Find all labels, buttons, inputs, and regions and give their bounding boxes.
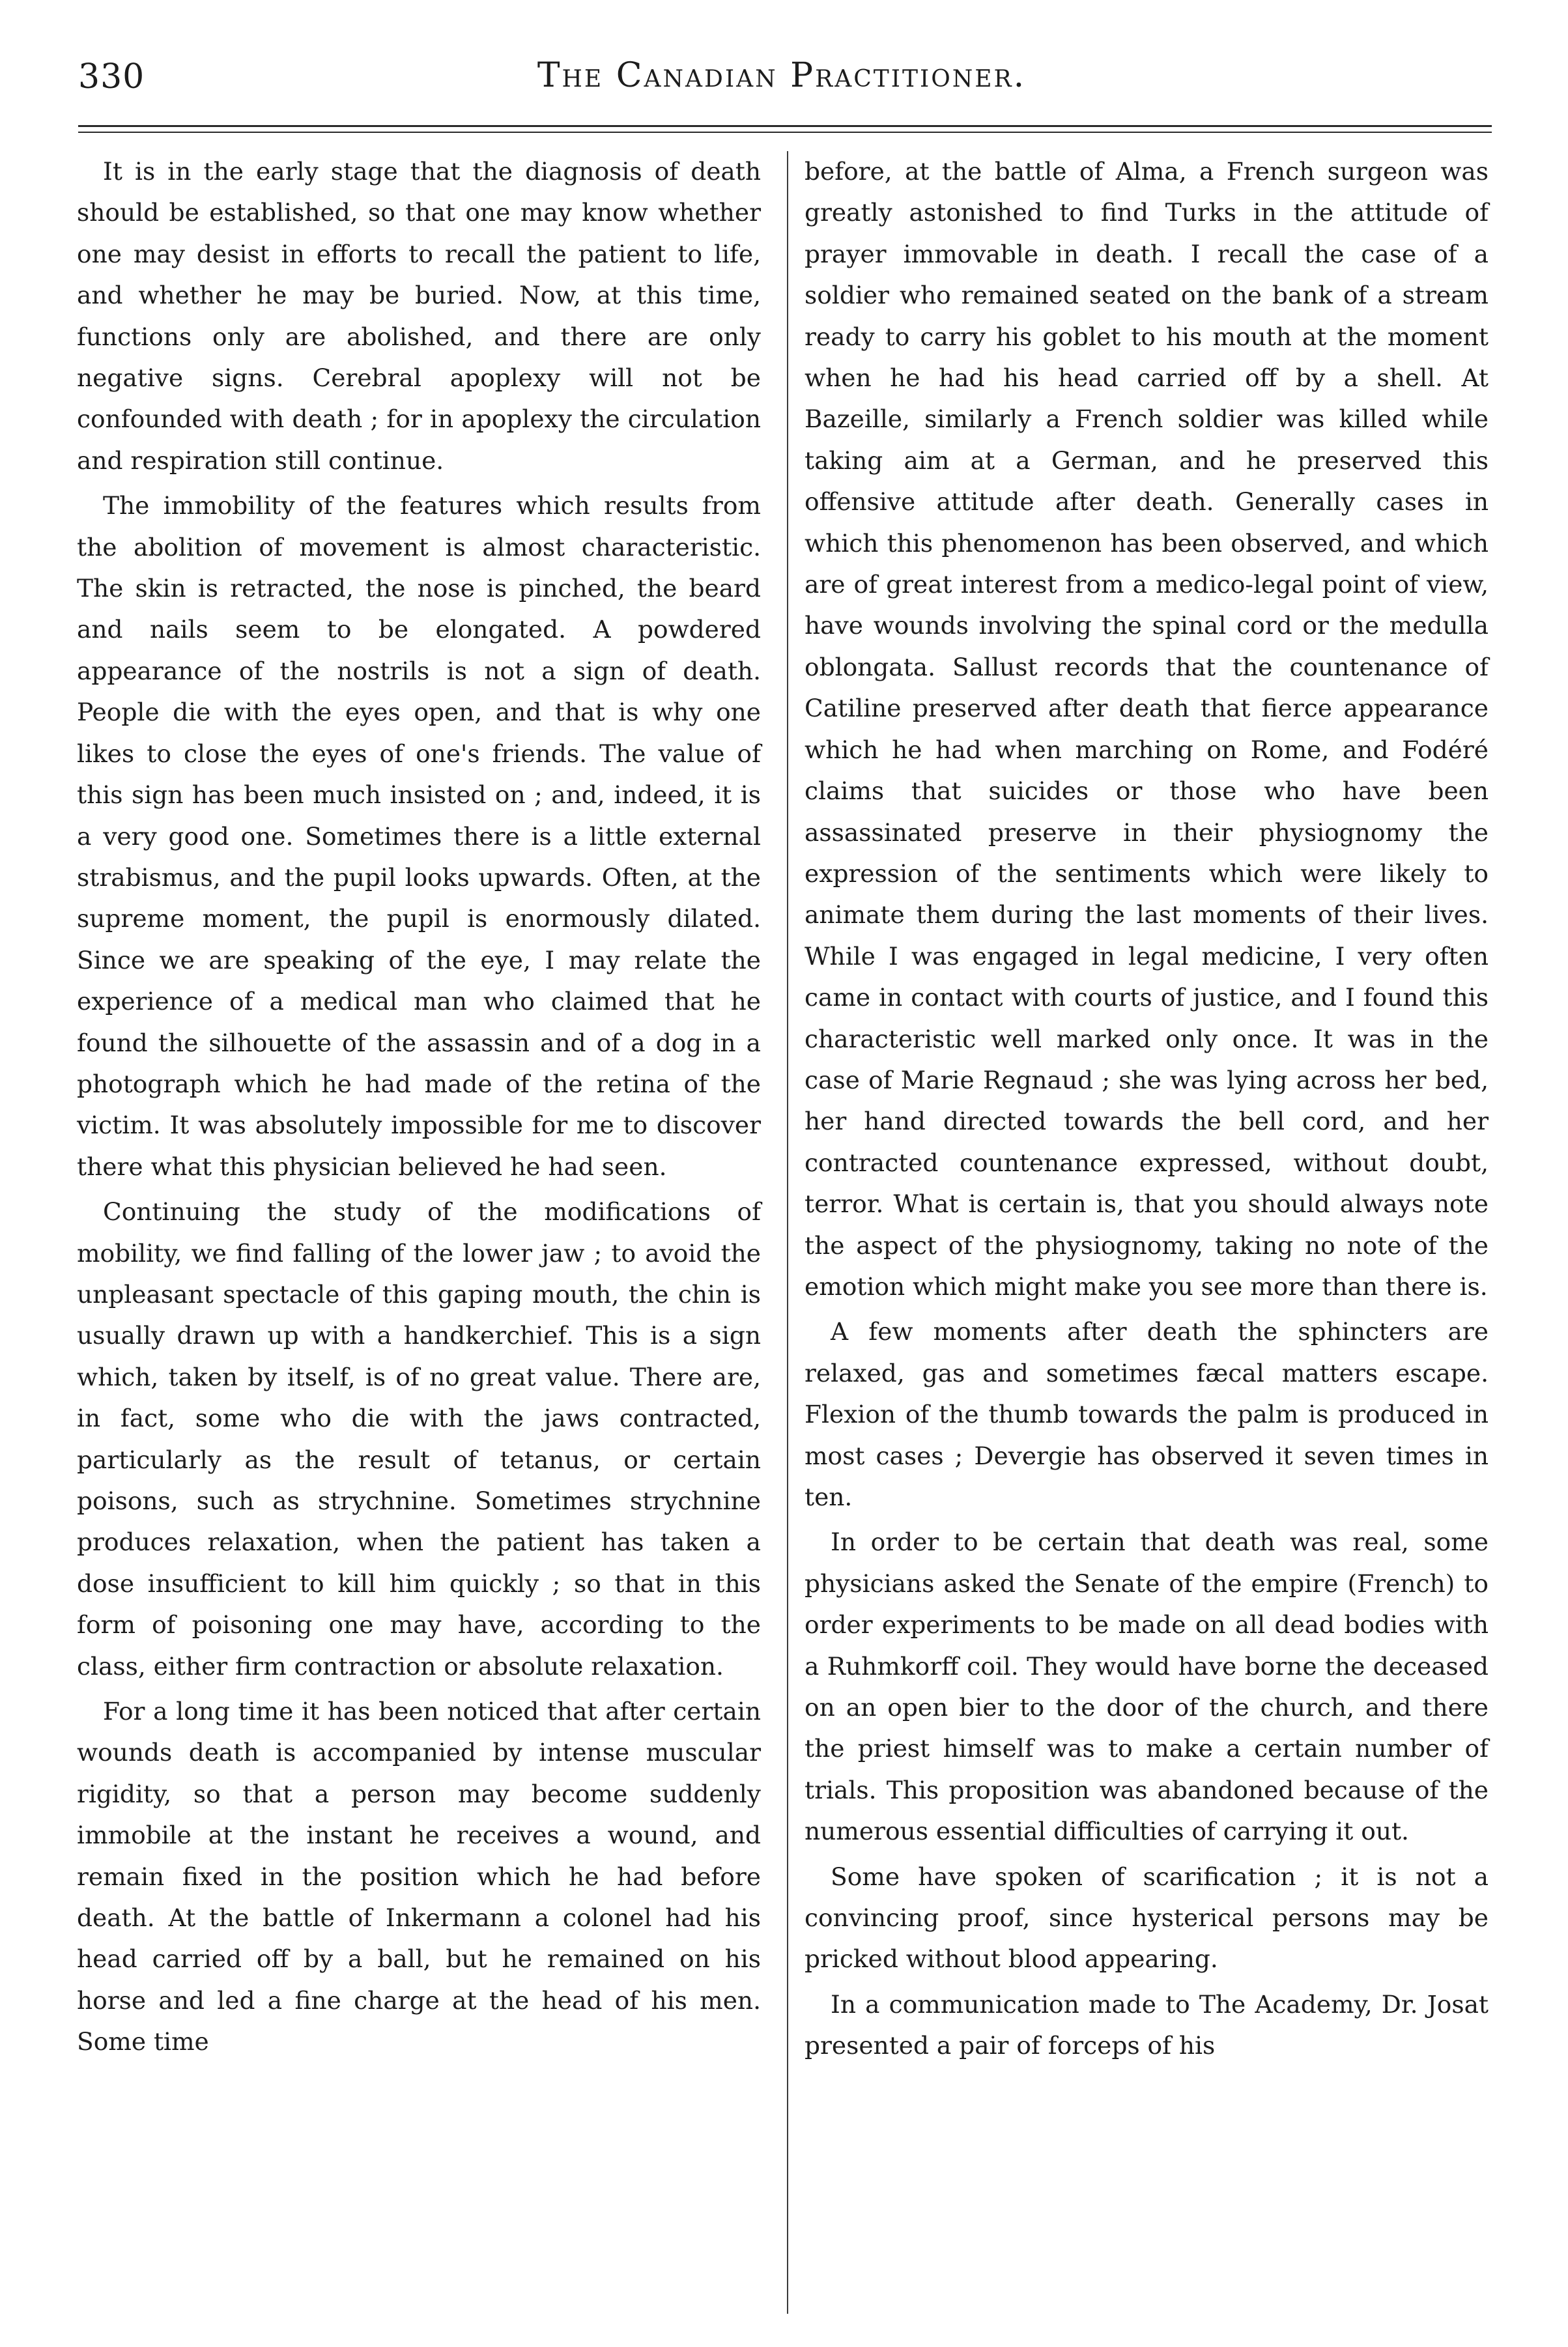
- paragraph: A few moments after death the sphincters are relaxed, gas and sometimes fæcal matters escape. Flexion of the thumb towards the palm is produced in most cases ; Devergie has observed it seven times in ten.: [805, 1317, 1489, 1511]
- header-rule-thin: [78, 132, 1492, 133]
- paragraph: In order to be certain that death was real, some physicians asked the Senate of the empire (French) to order experiments to be made on all dead bodies with a Ruhmkorff coil. They would have borne the deceased on an open bier to the door of the church, and there the priest himself was to make a certain number of trials. This proposition was abandoned because of the numerous essential difficulties of carrying it out.: [805, 1528, 1489, 1846]
- paragraph: The immobility of the features which results from the abolition of movement is almost characteristic. The skin is retracted, the nose is pinched, the beard and nails seem to be elongated. A powdered appearance of the nostrils is not a sign of death. People die with the eyes open, and that is why one likes to close the eyes of one's friends. The value of this sign has been much insisted on ; and, indeed, it is a very good one. Sometimes there is a little external strabismus, and the pupil looks upwards. Often, at the supreme moment, the pupil is enormously dilated. Since we are speaking of the eye, I may relate the experience of a medical man who claimed that he found the silhouette of the assassin and of a dog in a photograph which he had made of the retina of the victim. It was absolutely impossible for me to discover there what this physician believed he had seen.: [77, 491, 761, 1181]
- right-column: [805, 151, 1489, 2067]
- header-rule-thick: [78, 125, 1492, 127]
- paragraph: Some have spoken of scarification ; it is not a convincing proof, since hysterical persons may be pricked without blood appearing.: [805, 1862, 1489, 1974]
- paragraph-continuation: before, at the battle of Alma, a French surgeon was greatly astonished to find Turks in the attitude of prayer immovable in death. I recall the case of a soldier who remained seated on the bank of a stream ready to carry his goblet to his mouth at the moment when he had his head carried off by a shell. At Bazeille, similarly a French soldier was killed while taking aim at a German, and he preserved this offensive attitude after death. Generally cases in which this phenomenon has been observed, and which are of great interest from a medico-legal point of view, have wounds involving the spinal cord or the medulla oblongata. Sallust records that the countenance of Catiline preserved after death that fierce appearance which he had when marching on Rome, and Fodéré claims that suicides or those who have been assassinated preserve in their physiognomy the expression of the sentiments which were likely to animate them during the last moments of their lives. While I was engaged in legal medicine, I very often came in contact with courts of justice, and I found this characteristic well marked only once. It was in the case of Marie Regnaud ; she was lying across her bed, her hand directed towards the bell cord, and her contracted countenance expressed, without doubt, terror. What is certain is, that you should always note the aspect of the physiognomy, taking no note of the emotion which might make you see more than there is.: [805, 157, 1489, 1301]
- paragraph: Continuing the study of the modifications of mobility, we find falling of the lower jaw ; to avoid the unpleasant spectacle of this gaping mouth, the chin is usually drawn up with a handkerchief. This is a sign which, taken by itself, is of no great value. There are, in fact, some who die with the jaws contracted, particularly as the result of tetanus, or certain poisons, such as strychnine. Sometimes strychnine produces relaxation, when the patient has taken a dose insufficient to kill him quickly ; so that in this form of poisoning one may have, according to the class, either firm contraction or absolute relaxation.: [77, 1197, 761, 1681]
- running-title: The Canadian Practitioner.: [537, 56, 1027, 95]
- page-header: [78, 52, 1485, 124]
- page-number: 330: [78, 57, 145, 96]
- column-divider: [787, 151, 788, 2314]
- paragraph: It is in the early stage that the diagnosis of death should be established, so that one may know whether one may desist in efforts to recall the patient to life, and whether he may be buried. Now, at this time, functions only are abolished, and there are only negative signs. Cerebral apoplexy will not be confounded with death ; for in apoplexy the circulation and respiration still continue.: [77, 157, 761, 475]
- paragraph: For a long time it has been noticed that after certain wounds death is accompanied by intense muscular rigidity, so that a person may become suddenly immobile at the instant he receives a wound, and remain fixed in the position which he had before death. At the battle of Inkermann a colonel had his head carried off by a ball, but he remained on his horse and led a fine charge at the head of his men. Some time: [77, 1697, 761, 2056]
- paragraph: In a communication made to The Academy, Dr. Josat presented a pair of forceps of his: [805, 1989, 1489, 2060]
- left-column: [77, 151, 761, 2063]
